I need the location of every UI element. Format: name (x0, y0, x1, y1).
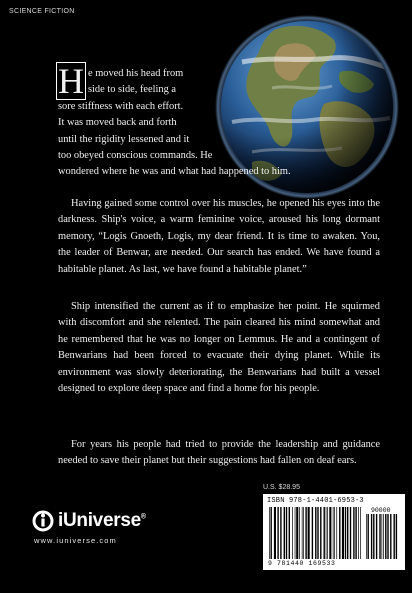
publisher-name (58, 510, 146, 532)
text-line: sore stiffness with each effort. (58, 100, 184, 112)
text-line: wondered where he was and what had happened to him. (58, 166, 291, 178)
first-paragraph (58, 61, 380, 181)
isbn-text: ISBN 978-1-4401-6953-3 (267, 497, 364, 505)
barcode-supplement-bars (366, 514, 400, 559)
genre-label: SCIENCE FICTION (9, 8, 75, 15)
iuniverse-logo-icon (32, 510, 54, 532)
text-line: e moved his head from (88, 68, 184, 79)
publisher-url: www.iuniverse.com (34, 536, 117, 545)
publisher-name-text: iUniverse (58, 510, 141, 531)
text-line: too obeyed conscious commands. He (58, 150, 213, 162)
paragraph-2: Having gained some control over his muscles, he opened his eyes into the darkness. Ship's voice, a warm feminine voice, aroused his long dormant memory, “Logis Gnoeth, Logis, my dear friend. It is time to awaken. You, the leader of Benwar, are needed. Our search has ended. We have found a habitable planet. As last, we have found a habitable planet.” (58, 198, 380, 275)
publisher-logo (32, 510, 146, 532)
price-label: U.S. $28.95 (263, 484, 300, 491)
registered-mark: ® (140, 513, 146, 521)
text-line: It was moved back and forth (58, 117, 177, 129)
barcode-supplement-number: 90000 (371, 507, 391, 514)
paragraph-3: Ship intensified the current as if to emphasize her point. He squirmed with discomfort and she relented. The pain cleared his mind somewhat and he remembered that he was no longer on Lemmus. He and a contingent of Benwarians had been forced to evacuate their dying planet. While its environment was slowly deteriorating, the Benwarians had built a vessel designed to explore deep space and find a home for his people. (58, 301, 380, 395)
barcode-bars (269, 507, 363, 559)
text-line: side to side, feeling a (88, 84, 177, 96)
text-line: until the rigidity lessened and it (58, 133, 190, 145)
drop-cap: H (58, 61, 84, 101)
publisher-brand (32, 510, 146, 545)
barcode (263, 494, 405, 570)
paragraph-4: For years his people had tried to provide the leadership and guidance needed to save their planet but their suggestions had fallen on deaf ears. (58, 439, 380, 467)
barcode-number: 9 781440 169533 (268, 560, 336, 567)
